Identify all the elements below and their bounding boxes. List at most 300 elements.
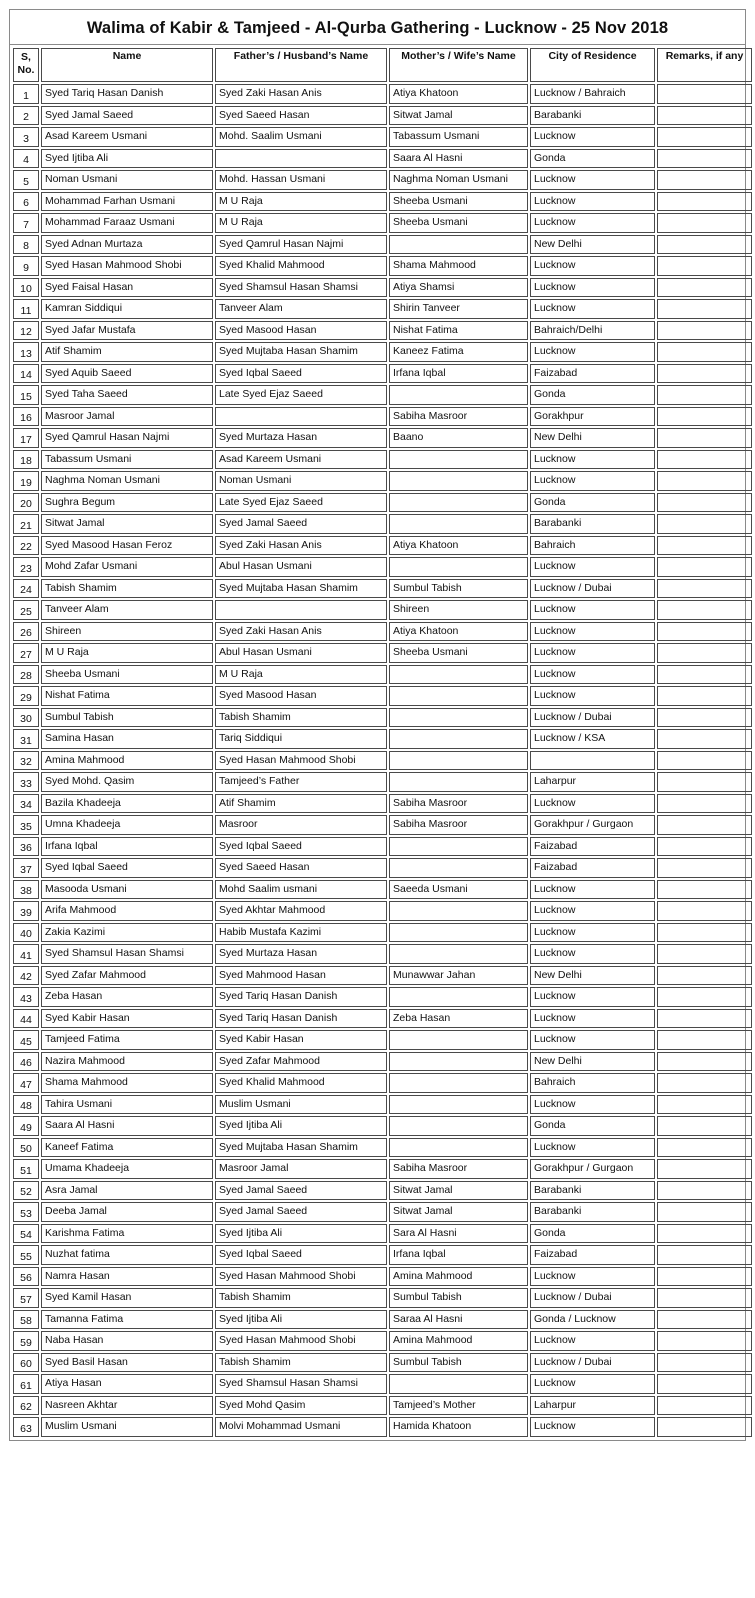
- cell-city: Barabanki: [530, 514, 655, 534]
- cell-remarks: [657, 321, 752, 341]
- cell-remarks: [657, 1224, 752, 1244]
- cell-father-husband: Syed Qamrul Hasan Najmi: [215, 235, 387, 255]
- cell-mother-wife: [389, 837, 528, 857]
- cell-name: Tamanna Fatima: [41, 1310, 213, 1330]
- cell-father-husband: Syed Akhtar Mahmood: [215, 901, 387, 921]
- cell-name: Zakia Kazimi: [41, 923, 213, 943]
- cell-father-husband: Syed Shamsul Hasan Shamsi: [215, 1374, 387, 1394]
- cell-father-husband: Syed Shamsul Hasan Shamsi: [215, 278, 387, 298]
- table-row: [13, 407, 752, 427]
- cell-sno: 14: [13, 364, 39, 384]
- cell-remarks: [657, 837, 752, 857]
- table-row: [13, 1095, 752, 1115]
- cell-sno: 10: [13, 278, 39, 298]
- cell-mother-wife: Saeeda Usmani: [389, 880, 528, 900]
- cell-name: Syed Jamal Saeed: [41, 106, 213, 126]
- cell-remarks: [657, 1396, 752, 1416]
- cell-mother-wife: Sheeba Usmani: [389, 213, 528, 233]
- cell-father-husband: Syed Jamal Saeed: [215, 1181, 387, 1201]
- cell-remarks: [657, 235, 752, 255]
- cell-name: Masroor Jamal: [41, 407, 213, 427]
- cell-sno: 54: [13, 1224, 39, 1244]
- cell-father-husband: Habib Mustafa Kazimi: [215, 923, 387, 943]
- table-row: [13, 256, 752, 276]
- cell-name: Asad Kareem Usmani: [41, 127, 213, 147]
- cell-remarks: [657, 1267, 752, 1287]
- cell-mother-wife: Irfana Iqbal: [389, 1245, 528, 1265]
- cell-city: Lucknow: [530, 299, 655, 319]
- cell-sno: 47: [13, 1073, 39, 1093]
- table-row: [13, 1267, 752, 1287]
- cell-mother-wife: Amina Mahmood: [389, 1267, 528, 1287]
- table-row: [13, 514, 752, 534]
- cell-city: Lucknow: [530, 901, 655, 921]
- cell-name: Sughra Begum: [41, 493, 213, 513]
- cell-city: Lucknow: [530, 1331, 655, 1351]
- table-row: [13, 815, 752, 835]
- cell-sno: 29: [13, 686, 39, 706]
- cell-name: Sitwat Jamal: [41, 514, 213, 534]
- cell-mother-wife: Tabassum Usmani: [389, 127, 528, 147]
- table-row: [13, 665, 752, 685]
- cell-mother-wife: [389, 450, 528, 470]
- header-city: City of Residence: [530, 48, 655, 82]
- cell-sno: 61: [13, 1374, 39, 1394]
- cell-city: Lucknow: [530, 471, 655, 491]
- cell-mother-wife: Hamida Khatoon: [389, 1417, 528, 1437]
- cell-father-husband: [215, 600, 387, 620]
- cell-city: Lucknow: [530, 944, 655, 964]
- table-row: [13, 579, 752, 599]
- cell-sno: 17: [13, 428, 39, 448]
- cell-sno: 63: [13, 1417, 39, 1437]
- cell-remarks: [657, 364, 752, 384]
- cell-mother-wife: Atiya Khatoon: [389, 622, 528, 642]
- cell-city: Bahraich: [530, 1073, 655, 1093]
- cell-name: M U Raja: [41, 643, 213, 663]
- cell-city: [530, 751, 655, 771]
- cell-father-husband: Syed Murtaza Hasan: [215, 428, 387, 448]
- cell-father-husband: Noman Usmani: [215, 471, 387, 491]
- cell-sno: 21: [13, 514, 39, 534]
- cell-name: Nuzhat fatima: [41, 1245, 213, 1265]
- cell-father-husband: Syed Jamal Saeed: [215, 1202, 387, 1222]
- table-row: [13, 1245, 752, 1265]
- cell-remarks: [657, 1245, 752, 1265]
- cell-city: Lucknow: [530, 1009, 655, 1029]
- cell-remarks: [657, 493, 752, 513]
- cell-father-husband: Syed Tariq Hasan Danish: [215, 1009, 387, 1029]
- cell-sno: 33: [13, 772, 39, 792]
- table-row: [13, 923, 752, 943]
- table-body: [13, 84, 752, 1437]
- cell-name: Nazira Mahmood: [41, 1052, 213, 1072]
- table-row: [13, 1073, 752, 1093]
- cell-sno: 35: [13, 815, 39, 835]
- cell-name: Syed Faisal Hasan: [41, 278, 213, 298]
- cell-sno: 60: [13, 1353, 39, 1373]
- table-row: [13, 471, 752, 491]
- cell-name: Nishat Fatima: [41, 686, 213, 706]
- cell-city: Gorakhpur: [530, 407, 655, 427]
- header-father: Father’s / Husband’s Name: [215, 48, 387, 82]
- cell-remarks: [657, 1095, 752, 1115]
- cell-father-husband: [215, 407, 387, 427]
- cell-sno: 11: [13, 299, 39, 319]
- guest-list-sheet: [9, 9, 746, 1441]
- table-header-row: [13, 48, 752, 82]
- table-row: [13, 966, 752, 986]
- table-row: [13, 1374, 752, 1394]
- cell-father-husband: Syed Hasan Mahmood Shobi: [215, 751, 387, 771]
- cell-sno: 28: [13, 665, 39, 685]
- cell-city: Lucknow: [530, 686, 655, 706]
- cell-sno: 62: [13, 1396, 39, 1416]
- table-row: [13, 686, 752, 706]
- table-row: [13, 170, 752, 190]
- table-row: [13, 493, 752, 513]
- cell-name: Namra Hasan: [41, 1267, 213, 1287]
- cell-name: Kamran Siddiqui: [41, 299, 213, 319]
- cell-father-husband: Syed Hasan Mahmood Shobi: [215, 1331, 387, 1351]
- cell-mother-wife: Shirin Tanveer: [389, 299, 528, 319]
- cell-name: Syed Ijtiba Ali: [41, 149, 213, 169]
- cell-name: Naba Hasan: [41, 1331, 213, 1351]
- table-row: [13, 1181, 752, 1201]
- cell-mother-wife: Shireen: [389, 600, 528, 620]
- header-mother: Mother’s / Wife’s Name: [389, 48, 528, 82]
- cell-sno: 37: [13, 858, 39, 878]
- cell-remarks: [657, 987, 752, 1007]
- cell-remarks: [657, 471, 752, 491]
- cell-mother-wife: Baano: [389, 428, 528, 448]
- cell-father-husband: Syed Mohd Qasim: [215, 1396, 387, 1416]
- cell-mother-wife: Nishat Fatima: [389, 321, 528, 341]
- cell-city: Barabanki: [530, 1202, 655, 1222]
- cell-city: Laharpur: [530, 1396, 655, 1416]
- cell-father-husband: Syed Kabir Hasan: [215, 1030, 387, 1050]
- cell-remarks: [657, 299, 752, 319]
- cell-city: Lucknow: [530, 450, 655, 470]
- cell-name: Tamjeed Fatima: [41, 1030, 213, 1050]
- cell-father-husband: Syed Tariq Hasan Danish: [215, 987, 387, 1007]
- cell-sno: 22: [13, 536, 39, 556]
- cell-city: Bahraich/Delhi: [530, 321, 655, 341]
- cell-city: New Delhi: [530, 966, 655, 986]
- cell-father-husband: Mohd. Saalim Usmani: [215, 127, 387, 147]
- cell-mother-wife: Amina Mahmood: [389, 1331, 528, 1351]
- cell-remarks: [657, 84, 752, 104]
- cell-city: Lucknow: [530, 923, 655, 943]
- cell-father-husband: Syed Mujtaba Hasan Shamim: [215, 1138, 387, 1158]
- cell-mother-wife: Sitwat Jamal: [389, 1181, 528, 1201]
- cell-remarks: [657, 127, 752, 147]
- cell-name: Atif Shamim: [41, 342, 213, 362]
- table-row: [13, 622, 752, 642]
- cell-name: Syed Taha Saeed: [41, 385, 213, 405]
- cell-father-husband: Syed Masood Hasan: [215, 321, 387, 341]
- cell-remarks: [657, 643, 752, 663]
- cell-city: Lucknow: [530, 665, 655, 685]
- cell-father-husband: Syed Masood Hasan: [215, 686, 387, 706]
- cell-sno: 12: [13, 321, 39, 341]
- cell-city: Gonda / Lucknow: [530, 1310, 655, 1330]
- cell-remarks: [657, 772, 752, 792]
- cell-mother-wife: [389, 1030, 528, 1050]
- table-row: [13, 1009, 752, 1029]
- cell-sno: 3: [13, 127, 39, 147]
- cell-mother-wife: [389, 686, 528, 706]
- cell-remarks: [657, 514, 752, 534]
- table-row: [13, 944, 752, 964]
- cell-remarks: [657, 1288, 752, 1308]
- table-row: [13, 1288, 752, 1308]
- cell-name: Mohd Zafar Usmani: [41, 557, 213, 577]
- header-name: Name: [41, 48, 213, 82]
- cell-mother-wife: [389, 235, 528, 255]
- cell-city: Laharpur: [530, 772, 655, 792]
- cell-name: Bazila Khadeeja: [41, 794, 213, 814]
- cell-mother-wife: [389, 665, 528, 685]
- cell-father-husband: Syed Ijtiba Ali: [215, 1116, 387, 1136]
- cell-name: Samina Hasan: [41, 729, 213, 749]
- cell-mother-wife: Munawwar Jahan: [389, 966, 528, 986]
- cell-sno: 52: [13, 1181, 39, 1201]
- cell-name: Nasreen Akhtar: [41, 1396, 213, 1416]
- cell-sno: 58: [13, 1310, 39, 1330]
- cell-father-husband: Syed Iqbal Saeed: [215, 837, 387, 857]
- cell-city: Lucknow: [530, 127, 655, 147]
- table-row: [13, 729, 752, 749]
- cell-sno: 23: [13, 557, 39, 577]
- table-row: [13, 858, 752, 878]
- cell-name: Saara Al Hasni: [41, 1116, 213, 1136]
- cell-name: Tabish Shamim: [41, 579, 213, 599]
- table-row: [13, 84, 752, 104]
- cell-city: Lucknow: [530, 192, 655, 212]
- table-row: [13, 1030, 752, 1050]
- cell-name: Sheeba Usmani: [41, 665, 213, 685]
- cell-remarks: [657, 944, 752, 964]
- table-row: [13, 794, 752, 814]
- cell-city: Lucknow: [530, 256, 655, 276]
- cell-remarks: [657, 901, 752, 921]
- cell-mother-wife: Tamjeed’s Mother: [389, 1396, 528, 1416]
- cell-name: Kaneef Fatima: [41, 1138, 213, 1158]
- cell-sno: 19: [13, 471, 39, 491]
- cell-remarks: [657, 557, 752, 577]
- table-row: [13, 385, 752, 405]
- cell-name: Mohammad Faraaz Usmani: [41, 213, 213, 233]
- cell-sno: 39: [13, 901, 39, 921]
- cell-city: Lucknow / Dubai: [530, 708, 655, 728]
- cell-city: Gonda: [530, 1224, 655, 1244]
- cell-sno: 36: [13, 837, 39, 857]
- cell-city: Lucknow: [530, 342, 655, 362]
- cell-name: Syed Basil Hasan: [41, 1353, 213, 1373]
- cell-sno: 7: [13, 213, 39, 233]
- cell-remarks: [657, 106, 752, 126]
- cell-father-husband: Tamjeed’s Father: [215, 772, 387, 792]
- cell-remarks: [657, 1052, 752, 1072]
- cell-father-husband: Tabish Shamim: [215, 708, 387, 728]
- cell-name: Syed Mohd. Qasim: [41, 772, 213, 792]
- cell-mother-wife: Sabiha Masroor: [389, 407, 528, 427]
- cell-name: Asra Jamal: [41, 1181, 213, 1201]
- cell-remarks: [657, 1138, 752, 1158]
- cell-city: Gonda: [530, 385, 655, 405]
- cell-name: Atiya Hasan: [41, 1374, 213, 1394]
- cell-remarks: [657, 1073, 752, 1093]
- cell-name: Naghma Noman Usmani: [41, 471, 213, 491]
- cell-name: Syed Kabir Hasan: [41, 1009, 213, 1029]
- cell-remarks: [657, 1353, 752, 1373]
- cell-sno: 30: [13, 708, 39, 728]
- cell-mother-wife: [389, 858, 528, 878]
- cell-sno: 50: [13, 1138, 39, 1158]
- cell-father-husband: Syed Jamal Saeed: [215, 514, 387, 534]
- cell-city: Lucknow / Dubai: [530, 1288, 655, 1308]
- cell-mother-wife: [389, 1116, 528, 1136]
- table-row: [13, 901, 752, 921]
- cell-remarks: [657, 385, 752, 405]
- table-row: [13, 235, 752, 255]
- cell-father-husband: Syed Mujtaba Hasan Shamim: [215, 342, 387, 362]
- table-row: [13, 1310, 752, 1330]
- cell-mother-wife: Sabiha Masroor: [389, 1159, 528, 1179]
- cell-sno: 40: [13, 923, 39, 943]
- cell-mother-wife: [389, 493, 528, 513]
- cell-city: Lucknow: [530, 880, 655, 900]
- cell-city: Lucknow: [530, 213, 655, 233]
- cell-city: Lucknow: [530, 1030, 655, 1050]
- cell-father-husband: Syed Saeed Hasan: [215, 858, 387, 878]
- cell-remarks: [657, 622, 752, 642]
- cell-mother-wife: [389, 772, 528, 792]
- cell-city: Lucknow / Bahraich: [530, 84, 655, 104]
- cell-name: Syed Adnan Murtaza: [41, 235, 213, 255]
- cell-father-husband: Abul Hasan Usmani: [215, 557, 387, 577]
- cell-remarks: [657, 880, 752, 900]
- cell-city: Gorakhpur / Gurgaon: [530, 1159, 655, 1179]
- cell-father-husband: Syed Zaki Hasan Anis: [215, 536, 387, 556]
- cell-father-husband: Abul Hasan Usmani: [215, 643, 387, 663]
- cell-sno: 31: [13, 729, 39, 749]
- cell-mother-wife: Sara Al Hasni: [389, 1224, 528, 1244]
- cell-mother-wife: [389, 751, 528, 771]
- cell-name: Umna Khadeeja: [41, 815, 213, 835]
- cell-sno: 26: [13, 622, 39, 642]
- table-row: [13, 536, 752, 556]
- cell-name: Tanveer Alam: [41, 600, 213, 620]
- table-row: [13, 106, 752, 126]
- cell-sno: 6: [13, 192, 39, 212]
- cell-remarks: [657, 751, 752, 771]
- cell-city: Lucknow: [530, 1417, 655, 1437]
- cell-sno: 1: [13, 84, 39, 104]
- cell-sno: 55: [13, 1245, 39, 1265]
- cell-mother-wife: [389, 1073, 528, 1093]
- cell-father-husband: Syed Mahmood Hasan: [215, 966, 387, 986]
- table-row: [13, 192, 752, 212]
- table-row: [13, 149, 752, 169]
- cell-father-husband: Syed Zaki Hasan Anis: [215, 622, 387, 642]
- cell-name: Mohammad Farhan Usmani: [41, 192, 213, 212]
- cell-sno: 15: [13, 385, 39, 405]
- cell-city: New Delhi: [530, 235, 655, 255]
- table-row: [13, 213, 752, 233]
- cell-sno: 41: [13, 944, 39, 964]
- cell-mother-wife: [389, 471, 528, 491]
- cell-name: Syed Jafar Mustafa: [41, 321, 213, 341]
- table-row: [13, 428, 752, 448]
- cell-sno: 56: [13, 1267, 39, 1287]
- cell-mother-wife: Irfana Iqbal: [389, 364, 528, 384]
- cell-city: Gonda: [530, 1116, 655, 1136]
- cell-mother-wife: [389, 708, 528, 728]
- cell-remarks: [657, 342, 752, 362]
- table-row: [13, 708, 752, 728]
- cell-father-husband: Asad Kareem Usmani: [215, 450, 387, 470]
- cell-mother-wife: Saraa Al Hasni: [389, 1310, 528, 1330]
- table-row: [13, 1224, 752, 1244]
- cell-sno: 51: [13, 1159, 39, 1179]
- cell-father-husband: Tariq Siddiqui: [215, 729, 387, 749]
- cell-city: Lucknow: [530, 622, 655, 642]
- table-row: [13, 127, 752, 147]
- cell-name: Irfana Iqbal: [41, 837, 213, 857]
- table-row: [13, 600, 752, 620]
- cell-mother-wife: Atiya Shamsi: [389, 278, 528, 298]
- cell-remarks: [657, 213, 752, 233]
- cell-city: Lucknow: [530, 278, 655, 298]
- cell-sno: 16: [13, 407, 39, 427]
- cell-father-husband: Masroor Jamal: [215, 1159, 387, 1179]
- cell-remarks: [657, 428, 752, 448]
- cell-mother-wife: [389, 1095, 528, 1115]
- cell-city: Lucknow: [530, 1374, 655, 1394]
- cell-sno: 2: [13, 106, 39, 126]
- cell-remarks: [657, 579, 752, 599]
- table-row: [13, 299, 752, 319]
- cell-name: Amina Mahmood: [41, 751, 213, 771]
- cell-mother-wife: [389, 729, 528, 749]
- cell-name: Syed Kamil Hasan: [41, 1288, 213, 1308]
- cell-remarks: [657, 278, 752, 298]
- cell-sno: 27: [13, 643, 39, 663]
- cell-remarks: [657, 1181, 752, 1201]
- table-row: [13, 342, 752, 362]
- cell-sno: 34: [13, 794, 39, 814]
- cell-mother-wife: Saara Al Hasni: [389, 149, 528, 169]
- cell-remarks: [657, 966, 752, 986]
- cell-city: Lucknow: [530, 1267, 655, 1287]
- cell-sno: 45: [13, 1030, 39, 1050]
- cell-remarks: [657, 192, 752, 212]
- cell-remarks: [657, 1030, 752, 1050]
- cell-mother-wife: Sumbul Tabish: [389, 1353, 528, 1373]
- cell-remarks: [657, 1116, 752, 1136]
- cell-remarks: [657, 1417, 752, 1437]
- cell-mother-wife: Shama Mahmood: [389, 256, 528, 276]
- cell-father-husband: Syed Saeed Hasan: [215, 106, 387, 126]
- cell-father-husband: Muslim Usmani: [215, 1095, 387, 1115]
- header-sno: S, No.: [13, 48, 39, 82]
- cell-father-husband: Atif Shamim: [215, 794, 387, 814]
- table-row: [13, 1417, 752, 1437]
- cell-mother-wife: Sabiha Masroor: [389, 794, 528, 814]
- cell-city: Bahraich: [530, 536, 655, 556]
